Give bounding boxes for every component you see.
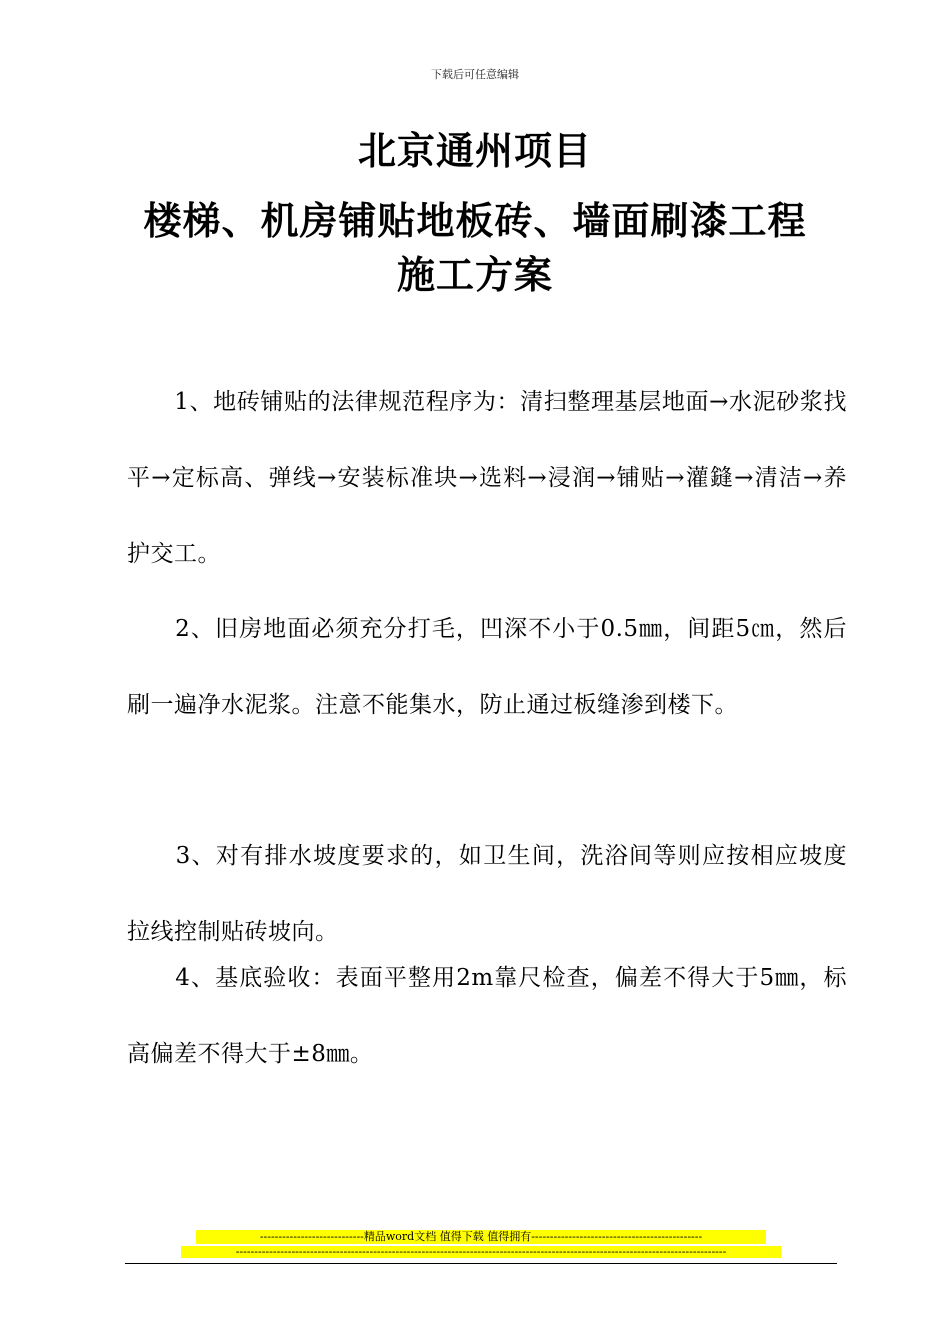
paragraph-1: 1、地砖铺贴的法律规范程序为：清扫整理基层地面→水泥砂浆找平→定标高、弹线→安装标准块→选料→浸润→铺贴→灌鏠→清洁→养护交工。 <box>127 389 847 567</box>
footer-rule <box>125 1263 837 1264</box>
footer-dash-line: ------------------------------------------------------------------------------------------------------------------------------------ <box>181 1246 781 1258</box>
footer-banner: ----------------------------精品word文档 值得下载 值得拥有---------------------------------------------- <box>196 1230 766 1244</box>
paragraph-2: 2、旧房地面必须充分打毛，凹深不小于0.5㎜，间距5㎝，然后刷一遍净水泥浆。注意不能集水，防止通过板缝渗到楼下。 <box>127 616 847 718</box>
header-note: 下载后可任意编辑 <box>431 68 519 81</box>
document-title-line-1: 北京通州项目 <box>357 128 592 173</box>
document-title-line-2: 楼梯、机房铺贴地板砖、墙面刷漆工程 <box>143 198 807 243</box>
document-title-line-3: 施工方案 <box>396 252 553 297</box>
paragraph-4: 4、基底验收：表面平整用2m靠尺检查，偏差不得大于5㎜，标高偏差不得大于±8㎜。 <box>127 965 847 1067</box>
paragraph-3: 3、对有排水坡度要求的，如卫生间，洗浴间等则应按相应坡度拉线控制贴砖坡向。 <box>127 843 847 945</box>
